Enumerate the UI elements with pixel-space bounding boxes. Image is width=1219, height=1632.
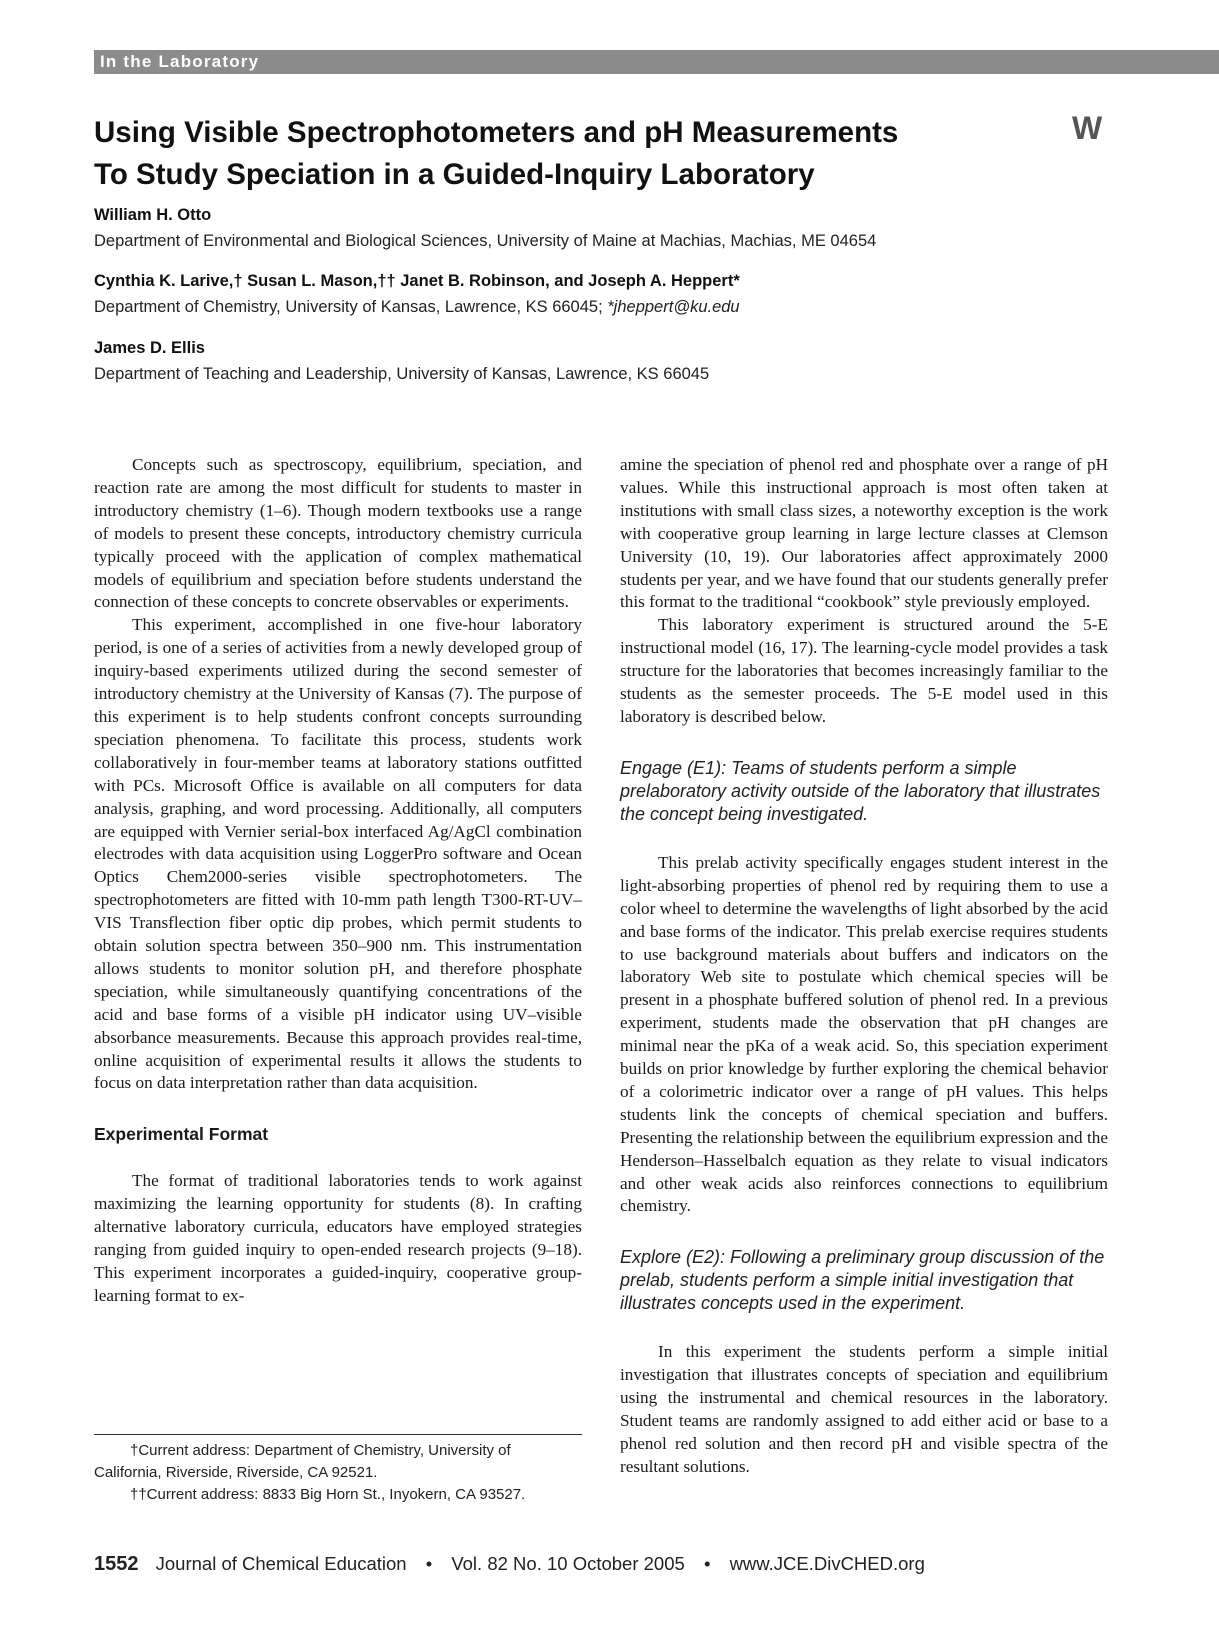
affiliation-line-1: Department of Environmental and Biological Sciences, University of Maine at Machias, Machias, ME 04654	[94, 232, 877, 250]
affiliation-text-2: Department of Chemistry, University of Kansas, Lawrence, KS 66045;	[94, 298, 608, 316]
author-email-link[interactable]: *jheppert@ku.edu	[607, 298, 740, 316]
footnote-2: ††Current address: 8833 Big Horn St., Inyokern, CA 93527.	[130, 1486, 526, 1503]
article-title	[94, 112, 1054, 196]
paragraph: This laboratory experiment is structured around the 5-E instructional model (16, 17). The learning-cycle model provides a task structure for the laboratories that becomes increasingly familiar to the students as the semester proceeds. The 5-E model used in this laboratory is described below.	[620, 615, 1108, 726]
title-line-2: To Study Speciation in a Guided-Inquiry Laboratory	[94, 158, 815, 191]
explore-heading: Explore (E2): Following a preliminary group discussion of the prelab, students perform a simple initial investigation that illustrates concepts used in the experiment.	[620, 1247, 1105, 1314]
web-material-icon: W	[1072, 110, 1101, 146]
title-line-1: Using Visible Spectrophotometers and pH Measurements	[94, 116, 899, 149]
page-number: 1552	[94, 1553, 139, 1575]
paragraph: This experiment, accomplished in one five-hour laboratory period, is one of a series of activities from a newly developed group of inquiry-based experiments utilized during the second semester of introductory chemistry at the University of Kansas (7). The purpose of this experiment is to help students confront concepts surrounding speciation phenomena. To facilitate this process, students work collaboratively in four-member teams at laboratory stations outfitted with PCs. Microsoft Office is available on all computers for data analysis, graphing, and word processing. Additionally, all computers are equipped with Vernier serial-box interfaced Ag/AgCl combination electrodes with data acquisition using LoggerPro software and Ocean Optics Chem2000-series visible spectrophotometers. The spectrophotometers are fitted with 10-mm path length T300-RT-UV–VIS Transflection fiber optic dip probes, which permit students to obtain solution spectra between 350–900 nm. This instrumentation allows students to monitor solution pH, and therefore phosphate speciation, while simultaneously quantifying concentrations of the acid and base forms of a visible pH indicator using UV–visible absorbance measurements. Because this approach provides real-time, online acquisition of experimental results it allows the students to focus on data interpretation rather than data acquisition.	[94, 615, 582, 1093]
footnotes	[94, 1440, 582, 1506]
paragraph: amine the speciation of phenol red and phosphate over a range of pH values. While this instructional approach is most often taken at institutions with small class sizes, a noteworthy exception is the work with cooperative group learning in large lecture classes at Clemson University (10, 19). Our laboratories affect approximately 2000 students per year, and we have found that our students generally prefer this format to the traditional “cookbook” style previously employed.	[620, 455, 1108, 612]
footnote-1: †Current address: Department of Chemistry, University of California, Riverside, Riverside, CA 92521.	[94, 1442, 511, 1481]
bullet-separator: •	[703, 1553, 711, 1574]
section-heading: Experimental Format	[94, 1124, 269, 1145]
right-column	[620, 454, 1108, 1479]
journal-website-link[interactable]: www.JCE.DivCHED.org	[729, 1553, 925, 1574]
paragraph: The format of traditional laboratories tends to work against maximizing the learning opportunity for students (8). In crafting alternative laboratory curricula, educators have employed strategies ranging from guided inquiry to open-ended research projects (9–18). This experiment incorporates a guided-inquiry, cooperative group-learning format to ex-	[94, 1171, 582, 1305]
affiliation-line-2	[94, 298, 740, 317]
engage-heading: Engage (E1): Teams of students perform a simple prelaboratory activity outside of the laboratory that illustrates the concept being investigated.	[620, 757, 1101, 824]
left-column	[94, 454, 582, 1308]
author-line-3: James D. Ellis	[94, 339, 205, 357]
author-line-2: Cynthia K. Larive,† Susan L. Mason,†† Janet B. Robinson, and Joseph A. Heppert*	[94, 272, 740, 290]
paragraph: This prelab activity specifically engages student interest in the light-absorbing properties of phenol red by requiring them to use a color wheel to determine the wavelengths of light absorbed by the acid and base forms of the indicator. This prelab exercise requires students to use background materials about buffers and indicators on the laboratory Web site to postulate which chemical species will be present in a phosphate buffered solution of phenol red. In a previous experiment, students made the observation that pH changes are minimal near the pKa of a weak acid. So, this speciation experiment builds on prior knowledge by further exploring the chemical behavior of a colorimetric indicator over a range of pH values. This helps students link the concepts of chemical speciation and buffers. Presenting the relationship between the equilibrium expression and the Henderson–Hasselbalch equation as they relate to visual indicators and other weak acids also reinforces connections to equilibrium chemistry.	[620, 852, 1108, 1216]
section-header-bar	[94, 50, 1219, 74]
journal-name: Journal of Chemical Education	[155, 1553, 407, 1574]
paragraph: In this experiment the students perform a simple initial investigation that illustrates concepts of speciation and equilibrium using the instrumental and chemical resources in the laboratory. Student teams are randomly assigned to add either acid or base to a phenol red solution and then record pH and visible spectra of the resultant solutions.	[620, 1342, 1108, 1476]
author-line-1: William H. Otto	[94, 206, 212, 224]
paragraph: Concepts such as spectroscopy, equilibrium, speciation, and reaction rate are among the most difficult for students to master in introductory chemistry (1–6). Though modern textbooks use a range of models to present these concepts, introductory chemistry curricula typically proceed with the application of complex mathematical models of equilibrium and speciation before students understand the connection of these concepts to concrete observables or experiments.	[94, 455, 582, 612]
footnote-divider	[94, 1434, 582, 1435]
section-label: In the Laboratory	[100, 52, 260, 71]
page-footer	[94, 1553, 925, 1576]
bullet-separator: •	[425, 1553, 433, 1574]
volume-info: Vol. 82 No. 10 October 2005	[451, 1553, 685, 1574]
affiliation-line-3: Department of Teaching and Leadership, University of Kansas, Lawrence, KS 66045	[94, 365, 710, 383]
